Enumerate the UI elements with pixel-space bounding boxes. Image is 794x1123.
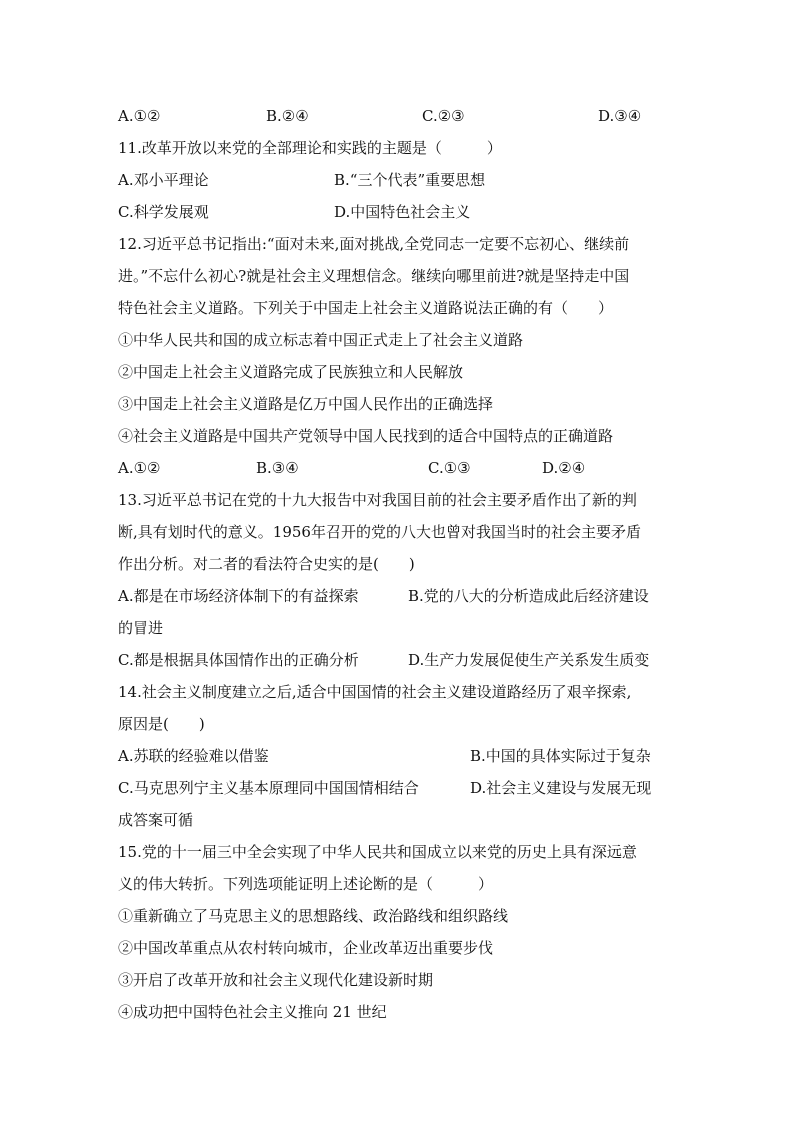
q11-stem: 11.改革开放以来党的全部理论和实践的主题是（ ） (118, 139, 502, 157)
q13-stem-line-3: 作出分析。对二者的看法符合史实的是( ) (118, 555, 415, 573)
q13-option-b-continuation: 的冒进 (118, 619, 164, 637)
q15-statement-3: ③开启了改革开放和社会主义现代化建设新时期 (118, 971, 434, 989)
q12-option-c: C.①③ (428, 459, 471, 477)
q13-stem-line-2: 断,具有划时代的意义。1956年召开的党的八大也曾对我国当时的社会主要矛盾 (118, 523, 641, 541)
q14-option-d: D.社会主义建设与发展无现 (470, 779, 652, 797)
q10-option-d: D.③④ (598, 107, 642, 125)
q14-option-a: A.苏联的经验难以借鉴 (118, 747, 269, 765)
q12-statement-4: ④社会主义道路是中国共产党领导中国人民找到的适合中国特点的正确道路 (118, 427, 614, 445)
q14-option-d-continuation: 成答案可循 (118, 811, 194, 829)
q15-statement-4: ④成功把中国特色社会主义推向 21 世纪 (118, 1003, 387, 1021)
q11-option-b: B.“三个代表”重要思想 (334, 171, 486, 189)
q14-stem-line-1: 14.社会主义制度建立之后,适合中国国情的社会主义建设道路经历了艰辛探索, (118, 683, 632, 701)
q15-stem-line-2: 义的伟大转折。下列选项能证明上述论断的是（ ） (118, 875, 494, 893)
q11-option-a: A.邓小平理论 (118, 171, 209, 189)
q14-option-b: B.中国的具体实际过于复杂 (470, 747, 651, 765)
q12-statement-2: ②中国走上社会主义道路完成了民族独立和人民解放 (118, 363, 464, 381)
q14-stem-line-2: 原因是( ) (118, 715, 205, 733)
q14-option-c: C.马克思列宁主义基本原理同中国国情相结合 (118, 779, 419, 797)
q12-statement-3: ③中国走上社会主义道路是亿万中国人民作出的正确选择 (118, 395, 494, 413)
q13-option-b: B.党的八大的分析造成此后经济建设 (408, 587, 649, 605)
q10-option-c: C.②③ (422, 107, 465, 125)
q11-option-c: C.科学发展观 (118, 203, 209, 221)
q12-stem-line-2: 进。”不忘什么初心?就是社会主义理想信念。继续向哪里前进?就是坚持走中国 (118, 267, 630, 285)
q12-stem-line-1: 12.习近平总书记指出:“面对未来,面对挑战,全党同志一定要不忘初心、继续前 (118, 235, 630, 253)
q13-option-c: C.都是根据具体国情作出的正确分析 (118, 651, 359, 669)
q11-option-d: D.中国特色社会主义 (334, 203, 471, 221)
q12-option-d: D.②④ (542, 459, 586, 477)
q12-statement-1: ①中华人民共和国的成立标志着中国正式走上了社会主义道路 (118, 331, 524, 349)
q12-option-a: A.①② (118, 459, 161, 477)
q13-stem-line-1: 13.习近平总书记在党的十九大报告中对我国目前的社会主要矛盾作出了新的判 (118, 491, 637, 509)
q13-option-d: D.生产力发展促使生产关系发生质变 (408, 651, 650, 669)
q12-stem-line-3: 特色社会主义道路。下列关于中国走上社会主义道路说法正确的有（ ） (118, 299, 614, 317)
q15-stem-line-1: 15.党的十一届三中全会实现了中华人民共和国成立以来党的历史上具有深远意 (118, 843, 637, 861)
q15-statement-1: ①重新确立了马克思主义的思想路线、政治路线和组织路线 (118, 907, 509, 925)
q10-option-a: A.①② (118, 107, 161, 125)
q10-option-b: B.②④ (266, 107, 309, 125)
q12-option-b: B.③④ (256, 459, 299, 477)
q13-option-a: A.都是在市场经济体制下的有益探索 (118, 587, 359, 605)
q15-statement-2: ②中国改革重点从农村转向城市，企业改革迈出重要步伐 (118, 939, 494, 957)
